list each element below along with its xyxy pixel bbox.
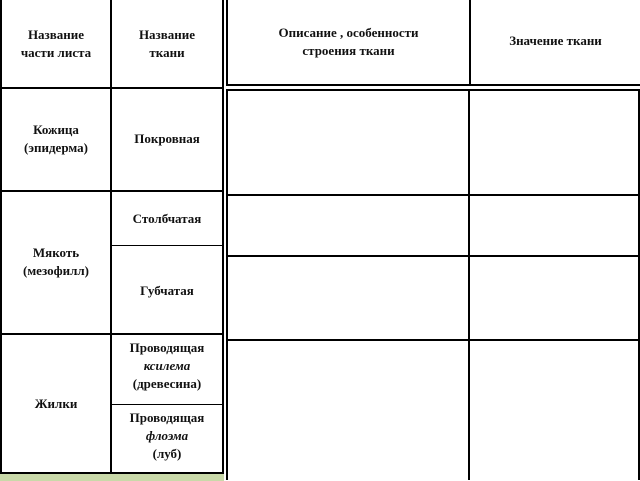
- header-tissue-name-line1: Название: [138, 27, 196, 42]
- header-significance: [471, 32, 640, 50]
- row-veins-xylem-line1: Проводящая: [129, 340, 205, 355]
- header-description-line2: строения ткани: [302, 43, 395, 58]
- row-veins-part-text: Жилки: [34, 396, 78, 411]
- row-veins-phloem-line2: флоэма: [145, 428, 189, 443]
- row-skin-part-line1: Кожица: [33, 122, 79, 137]
- row-pulp-part-line1: Мякоть: [32, 245, 80, 260]
- header-tissue-name-line2: ткани: [149, 45, 185, 60]
- header-tissue-name: [112, 26, 222, 62]
- row-pulp-tissue-1: [112, 210, 222, 228]
- header-part-name-line1: Название: [27, 27, 85, 42]
- row-veins-xylem: [112, 339, 222, 393]
- row-skin-tissue-text: Покровная: [134, 131, 200, 146]
- row-pulp-tissue-2: [112, 282, 222, 300]
- row-pulp-tissue-2-text: Губчатая: [140, 283, 194, 298]
- header-part-name-line2: части листа: [20, 45, 92, 60]
- row-veins-xylem-line3: (древесина): [132, 376, 202, 391]
- answer-cell-skin-description[interactable]: [228, 91, 468, 194]
- row-veins-xylem-line2: ксилема: [143, 358, 191, 373]
- row-pulp-tissue-1-text: Столбчатая: [132, 211, 202, 226]
- row-skin-tissue: [112, 130, 222, 148]
- row-pulp-part-line2: (мезофилл): [22, 263, 89, 278]
- header-description: [228, 24, 469, 60]
- answer-cell-palisade-significance[interactable]: [470, 196, 638, 255]
- answer-cell-skin-significance[interactable]: [470, 91, 638, 194]
- row-veins-phloem: [112, 409, 222, 463]
- row-skin-part-line2: (эпидерма): [24, 140, 88, 155]
- row-veins-phloem-line3: (луб): [152, 446, 182, 461]
- answer-cell-veins-description[interactable]: [228, 341, 468, 480]
- row-veins-phloem-line1: Проводящая: [129, 410, 205, 425]
- row-skin-part: [2, 121, 110, 157]
- answer-cell-palisade-description[interactable]: [228, 196, 468, 255]
- answer-cell-spongy-significance[interactable]: [470, 257, 638, 339]
- row-veins-part: [2, 395, 110, 413]
- answer-cell-veins-significance[interactable]: [470, 341, 638, 480]
- header-description-line1: Описание , особенности: [278, 25, 419, 40]
- answer-cell-spongy-description[interactable]: [228, 257, 468, 339]
- row-pulp-part: [2, 244, 110, 280]
- header-significance-text: Значение ткани: [509, 33, 602, 48]
- header-part-name: [2, 26, 110, 62]
